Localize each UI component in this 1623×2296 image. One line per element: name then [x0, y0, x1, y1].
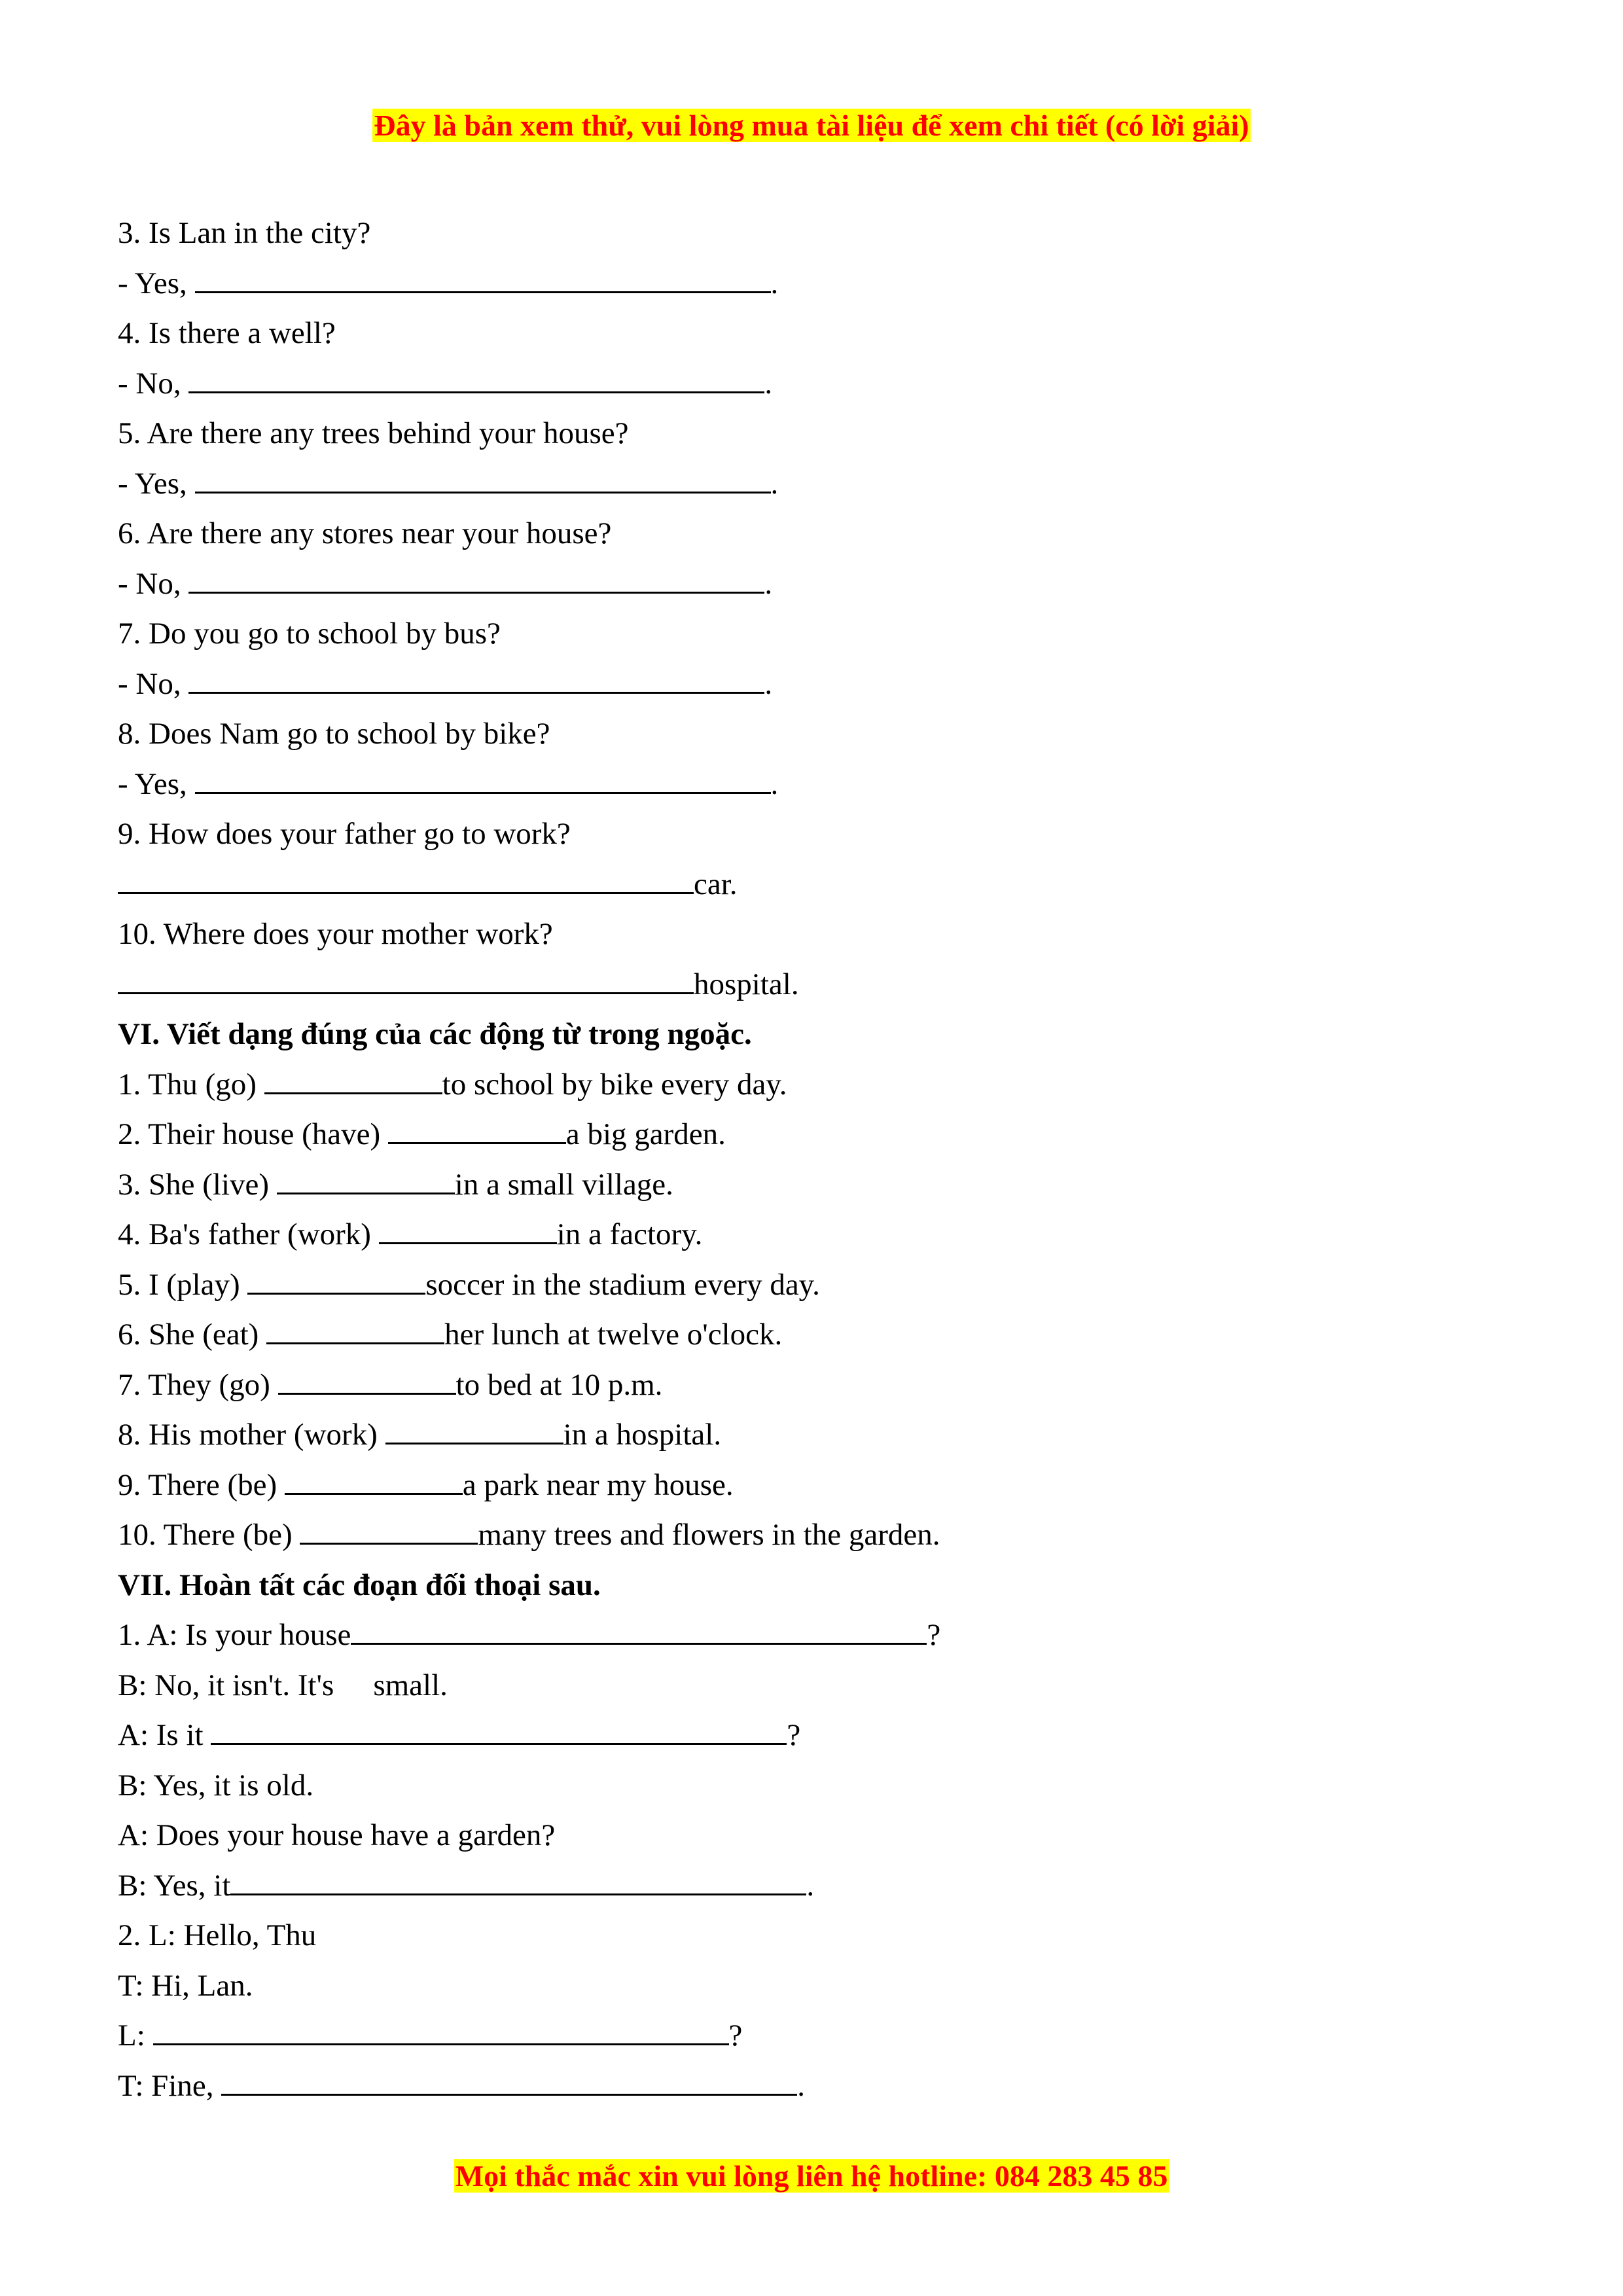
- answer-blank[interactable]: [211, 1717, 787, 1745]
- section-heading: VI. Viết dạng đúng của các động từ trong ngoặc.: [118, 1017, 752, 1051]
- exercise-line: 4. Ba's father (work) in a factory.: [118, 1217, 703, 1251]
- exercise-line: 5. I (play) soccer in the stadium every day.: [118, 1267, 820, 1302]
- answer-blank[interactable]: [188, 365, 764, 393]
- worksheet-content: [118, 208, 1525, 2111]
- answer-blank[interactable]: [351, 1617, 927, 1645]
- answer-blank[interactable]: [195, 265, 771, 293]
- dialogue-line: A: Is it ?: [118, 1718, 801, 1752]
- answer-blank[interactable]: [264, 1066, 442, 1094]
- exercise-line: 7. They (go) to bed at 10 p.m.: [118, 1367, 663, 1402]
- answer-blank[interactable]: [285, 1467, 463, 1495]
- question-line: 6. Are there any stores near your house?: [118, 516, 612, 550]
- question-line: 9. How does your father go to work?: [118, 817, 571, 851]
- exercise-line: 6. She (eat) her lunch at twelve o'clock.: [118, 1318, 783, 1352]
- dialogue-line: A: Does your house have a garden?: [118, 1818, 556, 1852]
- answer-blank[interactable]: [195, 766, 771, 794]
- preview-notice-text: Đây là bản xem thử, vui lòng mua tài liệu để xem chi tiết (có lời giải): [374, 109, 1249, 142]
- dialogue-line: B: No, it isn't. It's small.: [118, 1668, 448, 1702]
- answer-blank[interactable]: [300, 1516, 478, 1545]
- dialogue-line: T: Hi, Lan.: [118, 1968, 253, 2003]
- answer-line: - No, .: [118, 366, 773, 401]
- answer-blank[interactable]: [188, 565, 764, 594]
- answer-blank[interactable]: [221, 2068, 797, 2096]
- exercise-line: 9. There (be) a park near my house.: [118, 1467, 734, 1502]
- answer-line: - Yes, .: [118, 466, 779, 501]
- question-line: 8. Does Nam go to school by bike?: [118, 717, 550, 751]
- exercise-line: 1. Thu (go) to school by bike every day.: [118, 1067, 787, 1102]
- answer-blank[interactable]: [188, 666, 764, 694]
- exercise-line: 8. His mother (work) in a hospital.: [118, 1418, 722, 1452]
- dialogue-line: 1. A: Is your house ?: [118, 1618, 941, 1652]
- answer-line: hospital.: [118, 960, 1525, 1010]
- answer-line: - Yes, .: [118, 266, 779, 300]
- answer-blank[interactable]: [153, 2017, 729, 2045]
- hotline-text: Mọi thắc mắc xin vui lòng liên hệ hotline: 084 283 45 85: [455, 2159, 1168, 2193]
- dialogue-line: B: Yes, it is old.: [118, 1768, 314, 1803]
- answer-blank[interactable]: [388, 1116, 566, 1144]
- section-heading: VII. Hoàn tất các đoạn đối thoại sau.: [118, 1568, 601, 1602]
- exercise-line: 3. She (live) in a small village.: [118, 1167, 673, 1202]
- answer-blank[interactable]: [118, 966, 694, 994]
- answer-line: car.: [118, 859, 1525, 910]
- answer-line: - Yes, .: [118, 766, 779, 801]
- question-line: 4. Is there a well?: [118, 316, 336, 350]
- exercise-line: 2. Their house (have) a big garden.: [118, 1117, 726, 1151]
- question-line: 5. Are there any trees behind your house?: [118, 416, 629, 450]
- answer-blank[interactable]: [266, 1316, 444, 1344]
- question-line: 7. Do you go to school by bus?: [118, 617, 501, 651]
- answer-blank[interactable]: [385, 1416, 563, 1444]
- answer-blank[interactable]: [277, 1166, 455, 1194]
- question-line: 10. Where does your mother work?: [118, 917, 553, 951]
- hotline-banner: [0, 2158, 1623, 2195]
- answer-blank[interactable]: [278, 1367, 456, 1395]
- answer-blank[interactable]: [379, 1216, 557, 1244]
- dialogue-line: 2. L: Hello, Thu: [118, 1918, 317, 1952]
- answer-blank[interactable]: [195, 465, 771, 493]
- exercise-line: 10. There (be) many trees and flowers in the garden.: [118, 1518, 940, 1552]
- answer-line: - No, .: [118, 566, 773, 601]
- answer-line: - No, .: [118, 666, 773, 701]
- answer-blank[interactable]: [118, 866, 694, 894]
- answer-blank[interactable]: [247, 1266, 425, 1295]
- answer-blank[interactable]: [230, 1867, 806, 1895]
- dialogue-line: L: ?: [118, 2018, 743, 2053]
- question-line: 3. Is Lan in the city?: [118, 216, 371, 250]
- dialogue-line: B: Yes, it .: [118, 1868, 815, 1903]
- preview-notice-banner: [0, 107, 1623, 144]
- dialogue-line: T: Fine, .: [118, 2068, 805, 2103]
